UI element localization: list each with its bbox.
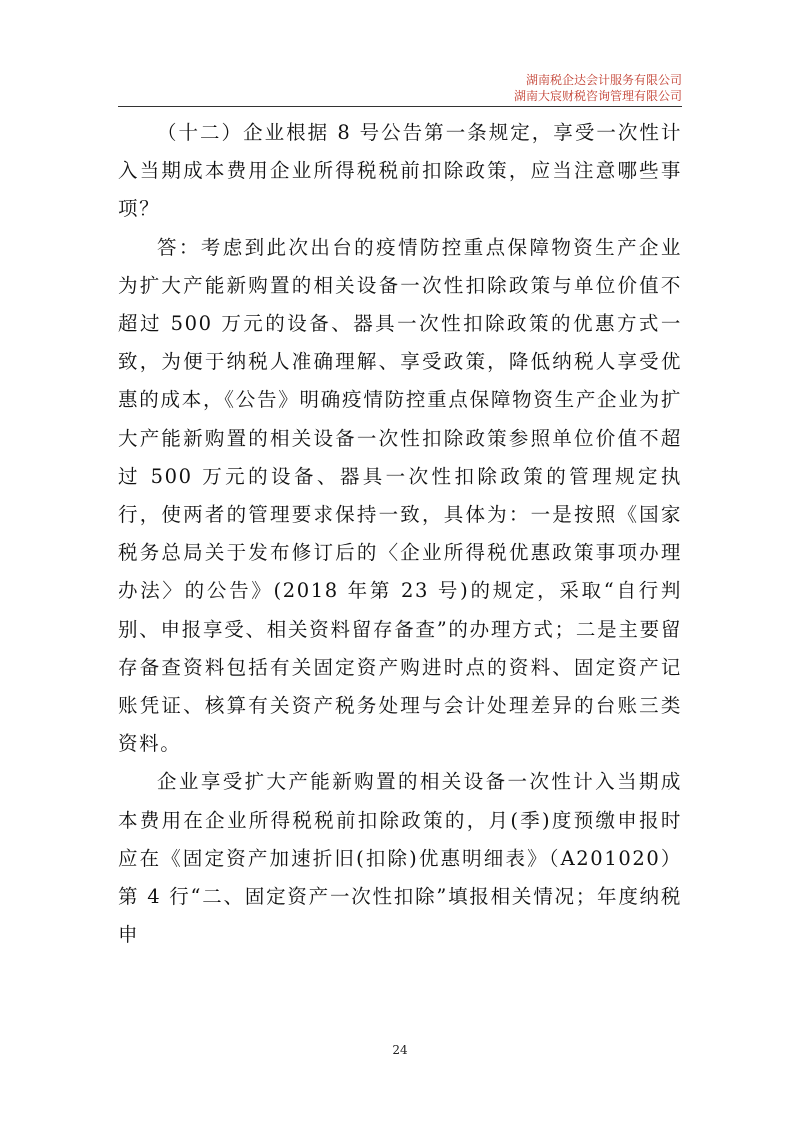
- header-company-1: 湖南税企达会计服务有限公司: [525, 73, 682, 87]
- page-number: 24: [392, 1043, 408, 1057]
- answer-paragraph: 答：考虑到此次出台的疫情防控重点保障物资生产企业为扩大产能新购置的相关设备一次性扣除政策与单位价值不超过 500 万元的设备、器具一次性扣除政策的优惠方式一致，为便于纳税人准确理解、享受政策，降低纳税人享受优惠的成本，《公告》明确疫情防控重点保障物资生产企业为扩大产能新购置的相关设备一次性扣除政策参照单位价值不超过 500 万元的设备、器具一次性扣除政策的管理规定执行，使两者的管理要求保持一致，具体为：一是按照《国家税务总局关于发布修订后的〈企业所得税优惠政策事项办理办法〉的公告》(2018 年第 23 号)的规定，采取“自行判别、申报享受、相关资料留存备查”的办理方式；二是主要留存备查资料包括有关固定资产购进时点的资料、固定资产记账凭证、核算有关资产税务处理与会计处理差异的台账三类资料。: [118, 235, 682, 756]
- header-company-2: 湖南大宸财税咨询管理有限公司: [513, 89, 682, 103]
- question-paragraph: （十二）企业根据 8 号公告第一条规定，享受一次性计入当期成本费用企业所得税税前扣除政策，应当注意哪些事项？: [118, 121, 682, 221]
- filing-paragraph: 企业享受扩大产能新购置的相关设备一次性计入当期成本费用在企业所得税税前扣除政策的，月(季)度预缴申报时应在《固定资产加速折旧(扣除)优惠明细表》（A201020）第 4 行“二、固定资产一次性扣除”填报相关情况；年度纳税申: [118, 770, 682, 947]
- page-header: [514, 72, 682, 104]
- document-body: [118, 114, 682, 954]
- header-divider: [118, 106, 682, 107]
